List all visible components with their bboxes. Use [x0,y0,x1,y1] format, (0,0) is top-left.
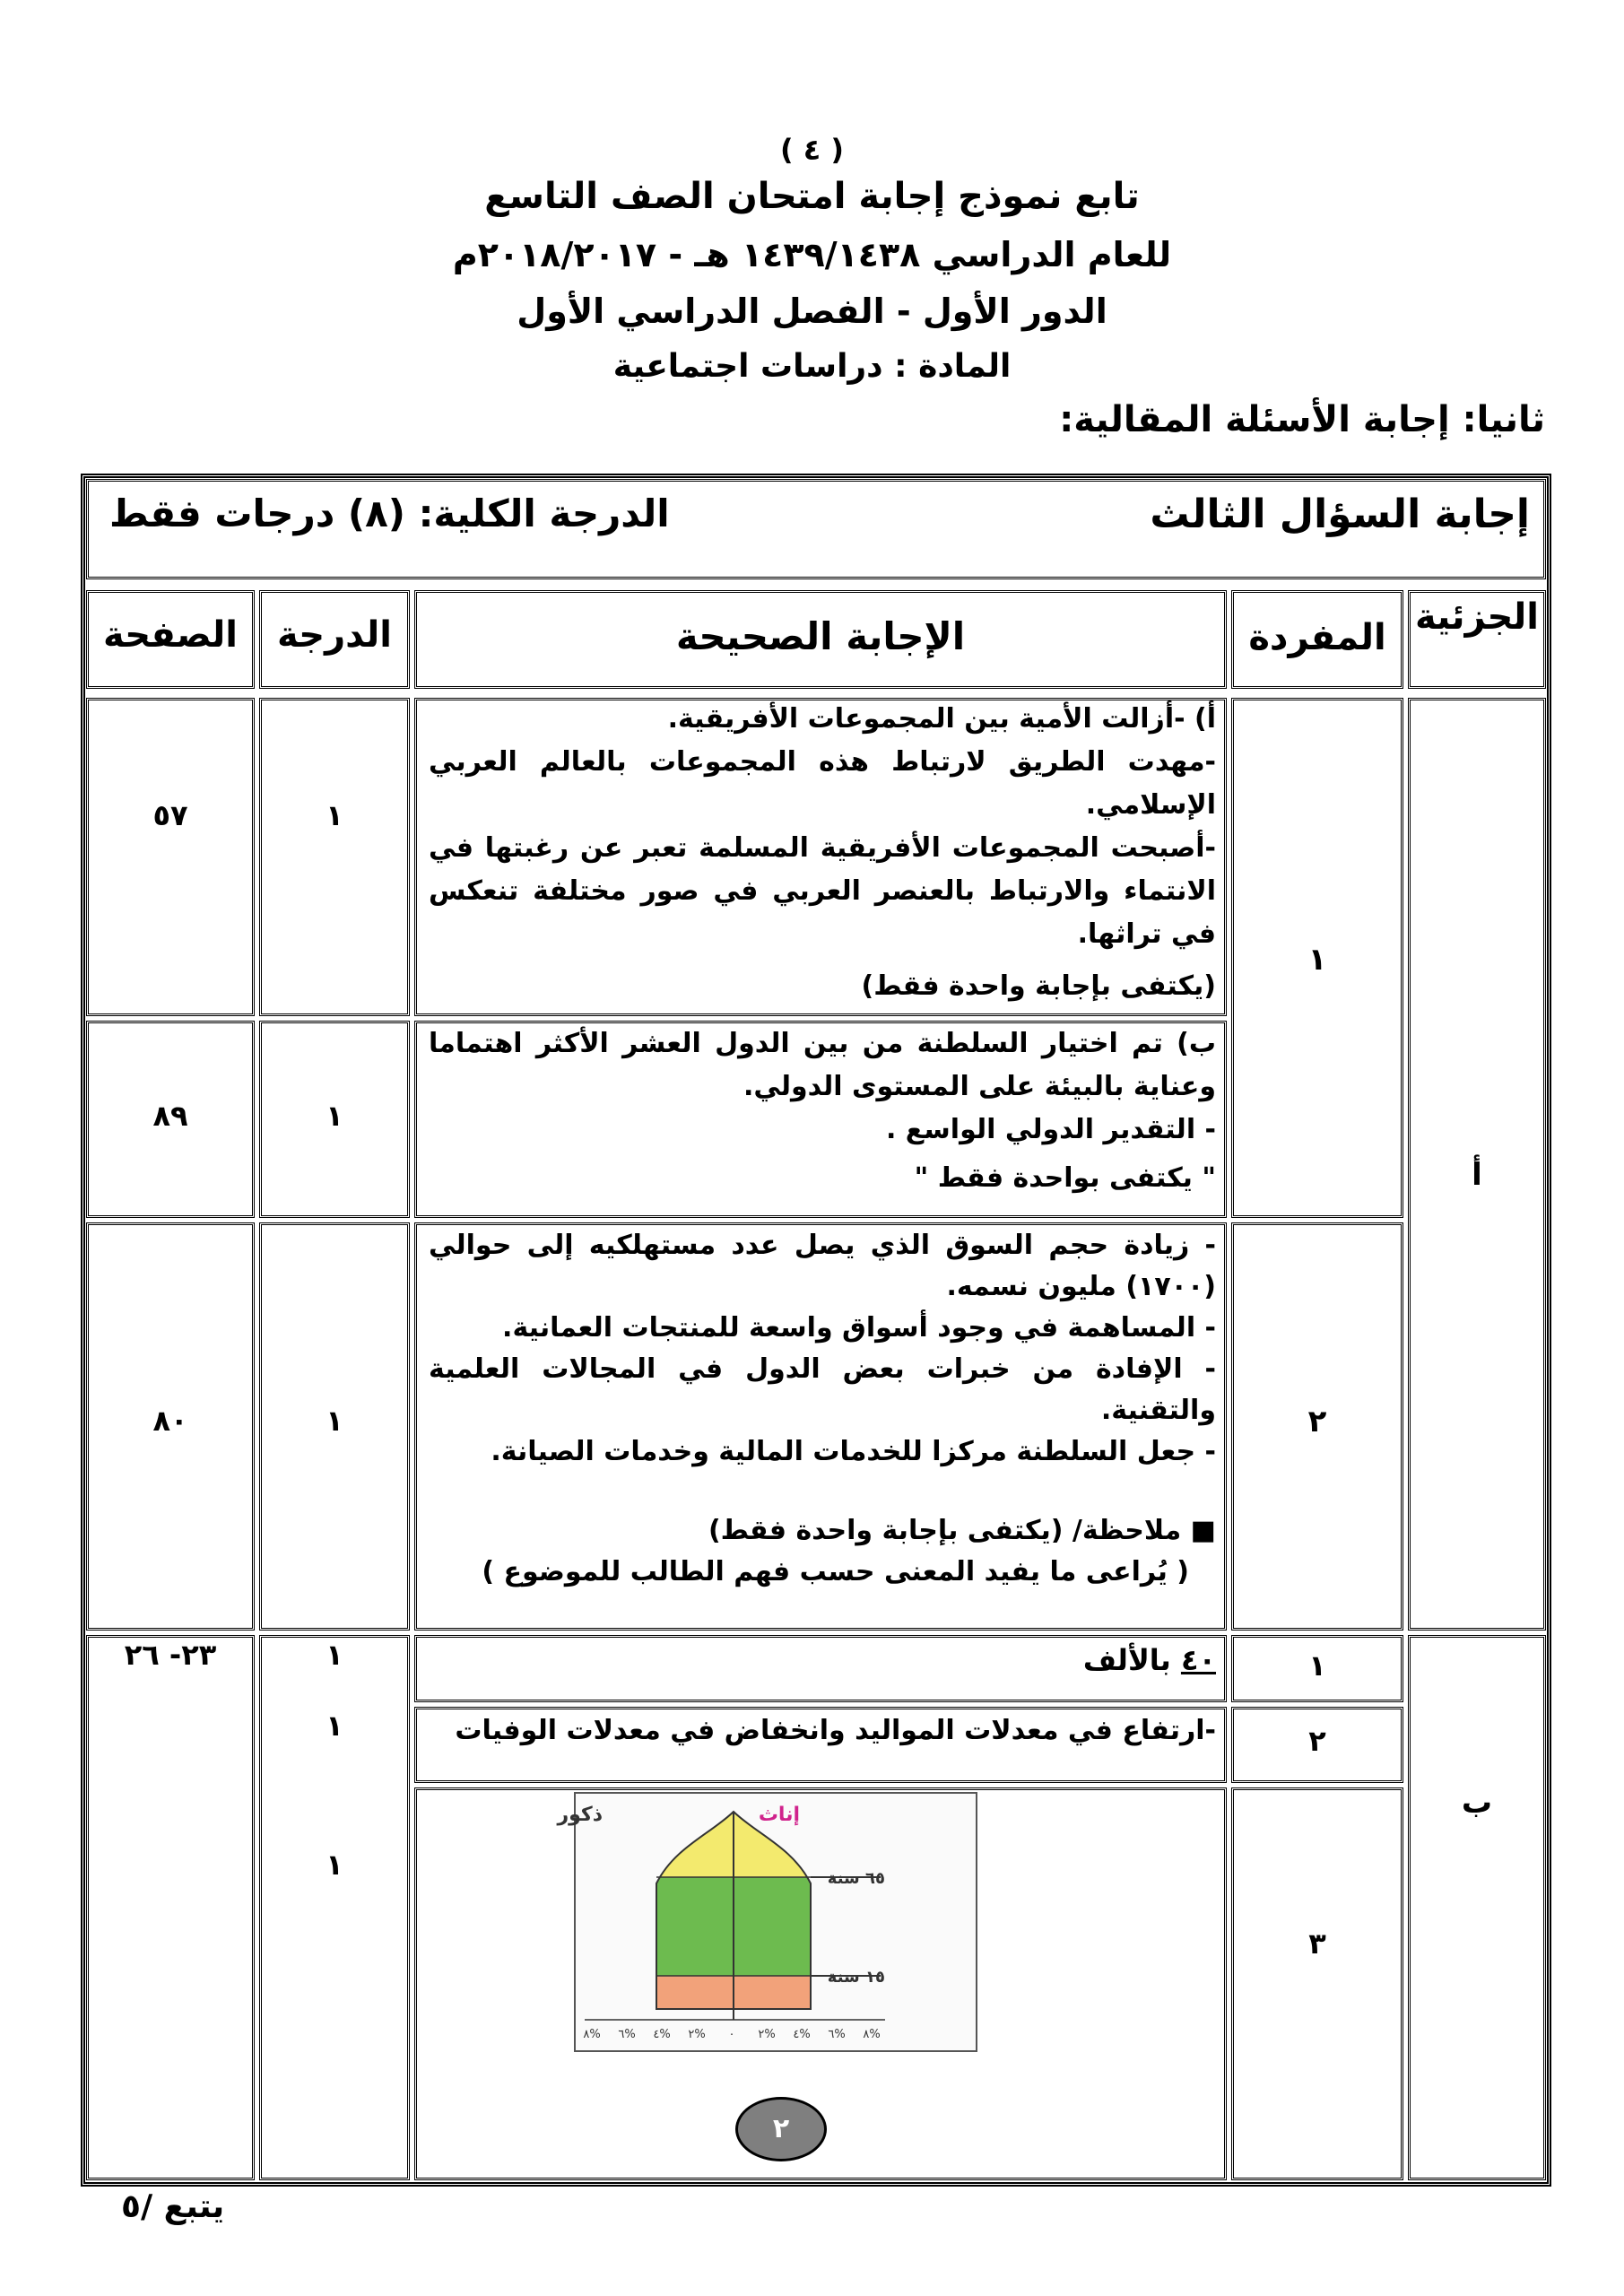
page-number-badge: ٢ [735,2097,827,2161]
row-3-grade: ١ [326,1404,343,1438]
answer-note: " يكتفى بواحدة فقط " [914,1162,1216,1194]
row-2-grade: ١ [326,1099,343,1133]
answer-line: - جعل السلطنة مركزا للخدمات المالية وخدمات الصيانة. [491,1436,1216,1467]
pyramid-axis-tick: %٦ [618,2028,636,2041]
row-b1-answer [1083,1643,1216,1677]
row-3-answer [429,1225,1216,1593]
answer-value: ٤٠ [1180,1643,1216,1677]
exam-title: تابع نموذج إجابة امتحان الصف التاسع [484,176,1140,217]
answer-line: -مهدت الطريق لارتباط هذه المجموعات بالعالم العربي الإسلامي. [429,746,1216,821]
answer-line: - زيادة حجم السوق الذي يصل عدد مستهلكيه إلى حوالي (١٧٠٠) مليون نسمه. [429,1230,1216,1302]
item-2-label: ٢ [1307,1404,1327,1439]
pyramid-axis-ticks [583,2028,880,2041]
answer-line: - الإفادة من خبرات بعض الدول في المجالات العلمية والتقنية. [429,1353,1216,1426]
answer-note: ■ ملاحظة/ (يكتفى بإجابة واحدة فقط) [708,1515,1216,1546]
answer-line: -أصبحت المجموعات الأفريقية المسلمة تعبر عن رغبتها في الانتماء والارتباط بالعنصر العربي في صور مختلفة تنعكس في تراثها. [429,832,1216,950]
row-1-page-cell [86,698,255,1016]
answer-unit: بالألف [1082,1643,1181,1677]
pyramid-male-label: ذكور [557,1804,603,1826]
pyramid-axis-tick: ٠ [728,2028,735,2041]
pyramid-axis-tick: %٦ [828,2028,846,2041]
item-b3-cell [1231,1787,1403,2180]
answer-note: ( يُراعى ما يفيد المعنى حسب فهم الطالب للموضوع ) [482,1556,1189,1587]
pyramid-axis-tick: %٤ [653,2028,671,2041]
row-3-page: ٨٠ [152,1404,188,1438]
row-2-answer [429,1022,1216,1200]
part-b-label: ب [1461,1785,1493,1821]
row-1-page: ٥٧ [152,798,188,832]
answer-line: أ) -أزالت الأمية بين المجموعات الأفريقية. [667,703,1216,735]
header-answer-label: الإجابة الصحيحة [675,614,966,658]
continued-note: يتبع /٥ [121,2188,225,2225]
row-2-page: ٨٩ [152,1099,188,1133]
section-title: ثانيا: إجابة الأسئلة المقالية: [1059,399,1545,440]
row-1-grade-cell [259,698,410,1016]
exam-subject: المادة : دراسات اجتماعية [612,348,1012,385]
answer-line: ب) تم اختيار السلطنة من بين الدول العشر الأكثر اهتماما وعناية بالبيئة على المستوى الدولي. [429,1028,1216,1102]
population-pyramid [557,1792,977,2052]
pyramid-age-65-label: ٦٥ سنة [827,1869,885,1888]
row-b2-grade: ١ [326,1709,343,1743]
page-marker: ( ٤ ) [779,133,845,167]
pyramid-axis-tick: %٨ [863,2028,881,2041]
answer-line: - التقدير الدولي الواسع . [885,1114,1216,1145]
item-b3-label: ٣ [1308,1926,1326,1961]
row-b1-page: ٢٣- ٢٦ [124,1638,217,1672]
header-page-label: الصفحة [102,614,239,656]
pyramid-female-label: إناث [758,1804,800,1826]
row-b3-grade: ١ [326,1848,343,1882]
header-item-label: المفردة [1248,617,1386,658]
answer-note: (يكتفى بإجابة واحدة فقط) [861,970,1216,1002]
pyramid-axis-tick: %٤ [793,2028,811,2041]
question-title: إجابة السؤال الثالث [1150,491,1530,537]
exam-term: الدور الأول - الفصل الدراسي الأول [517,291,1107,331]
pyramid-axis-tick: %٨ [583,2028,601,2041]
pyramid-age-15-label: ١٥ سنة [827,1968,885,1987]
row-1-grade: ١ [326,798,343,832]
header-grade-label: الدرجة [277,614,392,656]
pyramid-axis-tick: %٢ [758,2028,776,2041]
answer-line: - المساهمة في وجود أسواق واسعة للمنتجات العمانية. [502,1312,1216,1344]
row-1-answer [429,698,1216,1008]
header-part-label: الجزئية [1414,596,1540,638]
row-b2-answer: -ارتفاع في معدلات المواليد وانخفاض في معدلات الوفيات [455,1715,1216,1746]
academic-year: للعام الدراسي ١٤٣٩/١٤٣٨ هـ - ٢٠١٨/٢٠١٧م [452,235,1172,274]
item-1-label: ١ [1307,942,1327,978]
pyramid-axis-tick: %٢ [688,2028,706,2041]
row-b1-grade: ١ [326,1638,343,1672]
part-b-page-cell [86,1635,255,2180]
item-b1-label: ١ [1308,1648,1326,1683]
item-b2-label: ٢ [1308,1724,1326,1758]
part-a-label: أ [1472,1157,1482,1193]
pyramid-svg [557,1794,976,2050]
total-grade: الدرجة الكلية: (٨) درجات فقط [109,491,670,535]
part-b-cell [1408,1635,1546,2180]
